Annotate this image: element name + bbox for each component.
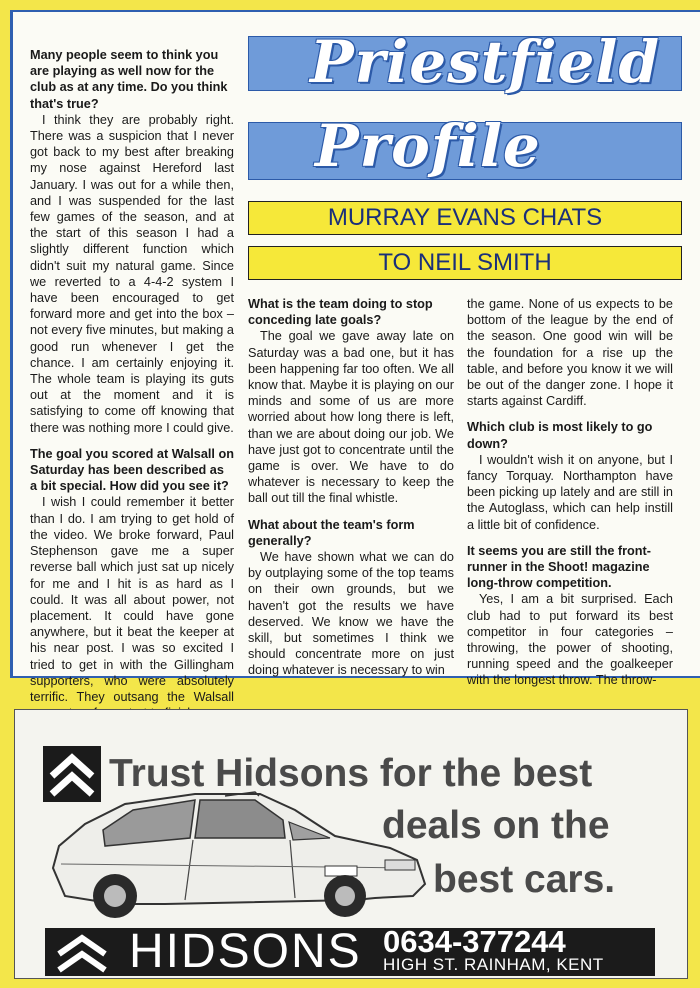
question-heading: The goal you scored at Walsall on Saturday has been described as a bit special. How did you see it? <box>30 446 234 494</box>
question-heading: Which club is most likely to go down? <box>467 420 653 451</box>
question-heading: What is the team doing to stop conceding late goals? <box>248 297 433 328</box>
advert-company-name: HIDSONS <box>129 925 362 978</box>
advert-headline-1: Trust Hidsons for the best <box>109 752 593 795</box>
page-title-line1: Priestfield <box>310 28 661 96</box>
answer-paragraph: I wish I could remember it better than I do. I am trying to get hold of the video. We broke forward, Paul Stephenson gave me a super reverse ball which just sat up nicely for me and I hit is as hard as I could. It was all about power, not placement. It could have gone anywhere, but it beat the keeper at his near post. I was so excited I tried to get in with the Gillingham supporters, who were absolutely terrific. They outsang the Walsall <box>30 495 234 704</box>
hidsons-advert <box>14 709 688 979</box>
answer-paragraph: Yes, I am a bit surprised. Each club had to put forward its best competitor in four categories – throwing, the power of shooting, running speed and the goalkeeper with the longest throw. The throw- <box>467 592 673 688</box>
question-heading: What about the team's form generally? <box>248 517 415 548</box>
advert-headline-3: best cars. <box>433 858 616 901</box>
advert-address: HIGH ST. RAINHAM, KENT <box>383 955 604 974</box>
hatchback-car-illustration <box>45 788 435 918</box>
answer-paragraph: I wouldn't wish it on anyone, but I fancy Torquay. Northampton have been picking up lately and are still in the Autoglass, which can help instill a little bit of confidence. <box>467 452 673 532</box>
question-heading: It seems you are still the front-runner in the Shoot! magazine long-throw competition. <box>467 543 652 591</box>
byline-banner-1: MURRAY EVANS CHATS <box>248 201 682 235</box>
continued-paragraph: the game. None of us expects to be bottom of the league by the end of the season. One good win will be the foundation for a rise up the table, and before you know it we will be out of the danger zone. I hope it starts against Cardiff. <box>467 297 673 409</box>
article-column-left <box>30 47 234 721</box>
page-title-line2: Profile <box>315 112 541 180</box>
answer-paragraph: I think they are probably right. There was a suspicion that I never got back to my best after breaking my nose against Hereford last January. I was out for a while then, and I was suspended for the last few games of the season, and at the start of this season I had a slightly different function which didn't suit my natural game. Since we reverted to a 4-4-2 system I have been encouraged to get forward more and get into the box – not every five minutes, but making a good run whenever I get the chance. I am certainly enjoying it. The whole team is playing its guts out at the moment and it is satisfying to come off knowing that there was nothing more I could give. <box>30 112 234 435</box>
answer-paragraph: We have shown what we can do by outplaying some of the top teams on their own grounds, but we haven't got the results we have deserved. We know we have the skill, but sometimes I think we should concentrate more on just doing whatever is necessary to win <box>248 550 454 678</box>
advert-phone-number: 0634-377244 <box>383 924 566 959</box>
double-chevron-icon <box>51 932 113 974</box>
article-column-right <box>467 296 673 689</box>
byline-banner-2: TO NEIL SMITH <box>248 246 682 280</box>
advert-headline-2: deals on the <box>382 804 610 847</box>
article-column-middle <box>248 296 454 679</box>
answer-paragraph: The goal we gave away late on Saturday was a bad one, but it has been happening far too often. We all know that. Maybe it is playing on our minds and some of us are more worried about how long there is left, than we are about doing our job. We have just got to concentrate until the game is over. We have to do whatever is necessary to keep the ball out till the final whistle. <box>248 329 454 506</box>
question-heading: Many people seem to think you are playing as well now for the club as at any time. Do you think that's true? <box>30 48 228 111</box>
